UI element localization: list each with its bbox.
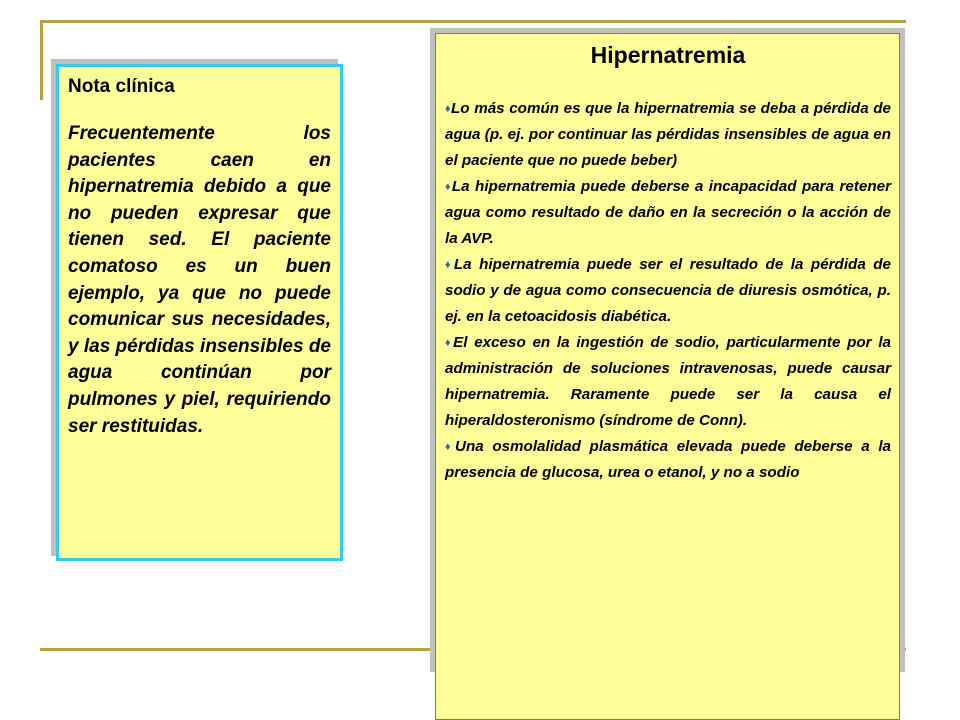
- left-divider-line: [40, 20, 43, 100]
- diamond-bullet-icon: ♦: [445, 103, 452, 115]
- list-item-text: Lo más común es que la hipernatremia se deba a pérdida de agua (p. ej. por continuar las pérdidas insensibles de agua en el paciente que no puede beber): [445, 100, 891, 169]
- diamond-bullet-icon: ♦: [445, 181, 452, 193]
- hipernatremia-box: [435, 33, 900, 720]
- list-item: [445, 252, 891, 330]
- nota-clinica-box: [56, 64, 343, 561]
- list-item-text: La hipernatremia puede deberse a incapacidad para retener agua como resultado de daño en la secreción o la acción de la AVP.: [445, 178, 891, 247]
- hipernatremia-list: [445, 96, 891, 486]
- diamond-bullet-icon: ♦: [445, 259, 454, 271]
- list-item-text: El exceso en la ingestión de sodio, particularmente por la administración de soluciones intravenosas, puede causar hipernatremia. Raramente puede ser la causa el hiperaldosteronismo (síndrome de Conn).: [445, 334, 891, 429]
- diamond-bullet-icon: ♦: [445, 337, 454, 349]
- list-item: [445, 434, 891, 486]
- list-item-text: La hipernatremia puede ser el resultado de la pérdida de sodio y de agua como consecuencia de diuresis osmótica, p. ej. en la cetoacidosis diabética.: [445, 256, 891, 325]
- diamond-bullet-icon: ♦: [445, 441, 456, 453]
- top-divider-line: [40, 20, 906, 23]
- list-item-text: Una osmolalidad plasmática elevada puede deberse a la presencia de glucosa, urea o etanol, y no a sodio: [445, 438, 891, 481]
- list-item: [445, 330, 891, 434]
- list-item: [445, 96, 891, 174]
- nota-clinica-body: Frecuentemente los pacientes caen en hipernatremia debido a que no pueden expresar que tienen sed. El paciente comatoso es un buen ejemplo, ya que no puede comunicar sus necesidades, y las pérdidas insensibles de agua continúan por pulmones y piel, requiriendo ser restituidas.: [68, 123, 331, 437]
- nota-clinica-title: Nota clínica: [68, 76, 175, 97]
- list-item: [445, 174, 891, 252]
- hipernatremia-title: Hipernatremia: [590, 42, 746, 68]
